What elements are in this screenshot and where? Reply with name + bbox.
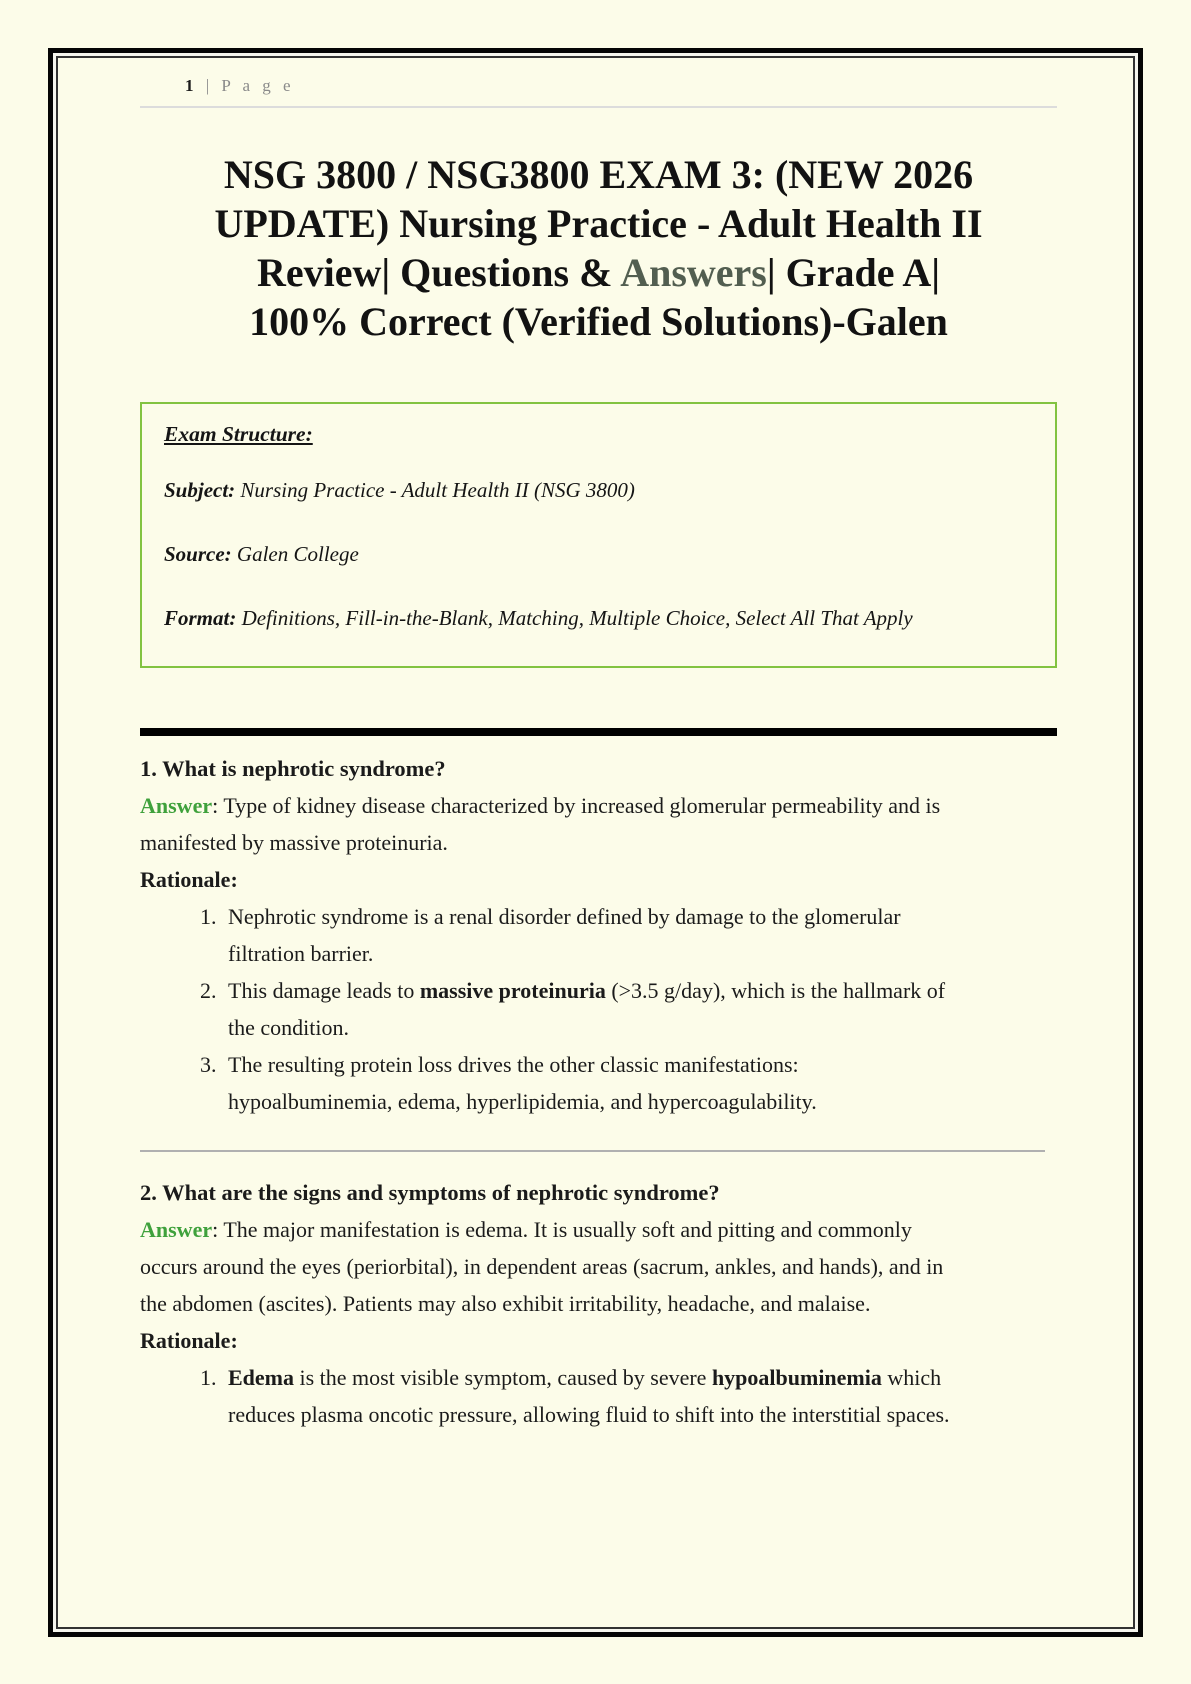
question-2-rationale-label: Rationale: — [140, 1328, 238, 1353]
title-line-3: Review| Questions & Answers| Grade A| — [256, 250, 941, 295]
rationale-item: 3. The resulting protein loss drives the other classic manifestations: hypoalbuminemia, edema, hyperlipidemia, and hypercoagulability. — [222, 1046, 960, 1120]
page-frame-inner — [56, 56, 1135, 1629]
question-2-heading: 2. What are the signs and symptoms of nephrotic syndrome? — [140, 1180, 720, 1205]
question-block-1 — [140, 750, 960, 1120]
section-rule-thick — [140, 728, 1057, 736]
page-content — [58, 58, 1133, 1433]
question-divider — [140, 1150, 1045, 1152]
rationale-item: 2. This damage leads to massive proteinuria (>3.5 g/day), which is the hallmark of the condition. — [222, 972, 960, 1046]
question-1-answer: Answer: Type of kidney disease characterized by increased glomerular permeability and is manifested by massive proteinuria. — [140, 793, 941, 855]
question-2-rationale-list — [140, 1359, 960, 1433]
exam-structure-box — [140, 402, 1057, 668]
exam-field-subject-value: Nursing Practice - Adult Health II (NSG 3800) — [235, 478, 635, 502]
title-line-1: NSG 3800 / NSG3800 EXAM 3: (NEW 2026 — [223, 152, 974, 197]
exam-field-format-label: Format: — [164, 606, 237, 630]
rationale-item: 1. Edema is the most visible symptom, caused by severe hypoalbuminemia which reduces plasma oncotic pressure, allowing fluid to shift into the interstitial spaces. — [222, 1359, 960, 1433]
exam-field-subject-label: Subject: — [164, 478, 236, 502]
exam-field-format-value: Definitions, Fill-in-the-Blank, Matching, Multiple Choice, Select All That Apply — [236, 606, 913, 630]
title-line-2: UPDATE) Nursing Practice - Adult Health II — [214, 201, 983, 246]
question-2-answer: Answer: The major manifestation is edema. It is usually soft and pitting and commonly occurs around the eyes (periorbital), in dependent areas (sacrum, ankles, and hands), and in the abdomen (ascites). Patients may also exhibit irritability, headache, and malaise. — [140, 1217, 944, 1316]
document-title — [140, 150, 1057, 346]
question-block-2 — [140, 1174, 960, 1433]
exam-field-format — [164, 596, 1033, 640]
exam-field-source-value: Galen College — [231, 542, 359, 566]
rationale-item: 1. Nephrotic syndrome is a renal disorder defined by damage to the glomerular filtration barrier. — [222, 898, 960, 972]
exam-structure-heading: Exam Structure: — [164, 422, 313, 446]
page-header: 1 | P a g e — [140, 74, 1057, 108]
page-frame — [48, 48, 1143, 1637]
question-1-rationale-label: Rationale: — [140, 867, 238, 892]
question-1-rationale-list — [140, 898, 960, 1120]
exam-field-source-label: Source: — [164, 542, 232, 566]
exam-field-subject — [164, 468, 1033, 512]
title-line-4: 100% Correct (Verified Solutions)-Galen — [249, 299, 948, 344]
question-1-heading: 1. What is nephrotic syndrome? — [140, 756, 446, 781]
exam-field-source — [164, 532, 1033, 576]
